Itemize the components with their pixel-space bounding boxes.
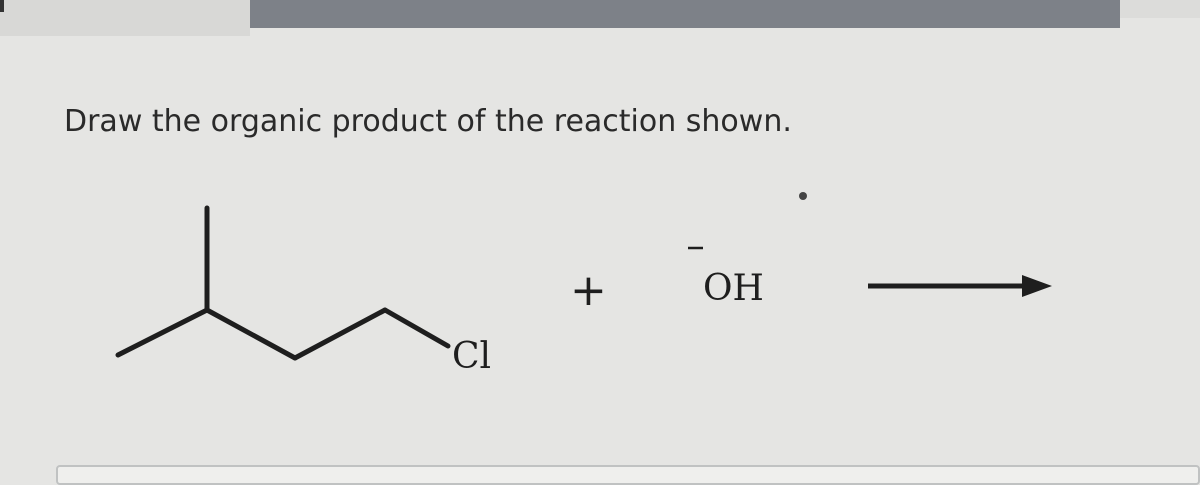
stray-dot (799, 192, 807, 200)
chain-bond-2 (295, 310, 385, 358)
chain-bond-1 (207, 310, 295, 358)
hydroxide-label: OH (703, 268, 764, 309)
answer-drawing-area[interactable] (56, 465, 1200, 485)
reactant-1-skeletal-structure (118, 208, 448, 358)
plus-operator: + (570, 265, 607, 316)
reaction-arrow-icon (868, 275, 1052, 297)
chain-bond-3 (385, 310, 448, 346)
methyl-bond-left (118, 310, 207, 355)
question-prompt: Draw the organic product of the reaction shown. (64, 104, 792, 139)
chlorine-atom-label: Cl (452, 336, 492, 377)
